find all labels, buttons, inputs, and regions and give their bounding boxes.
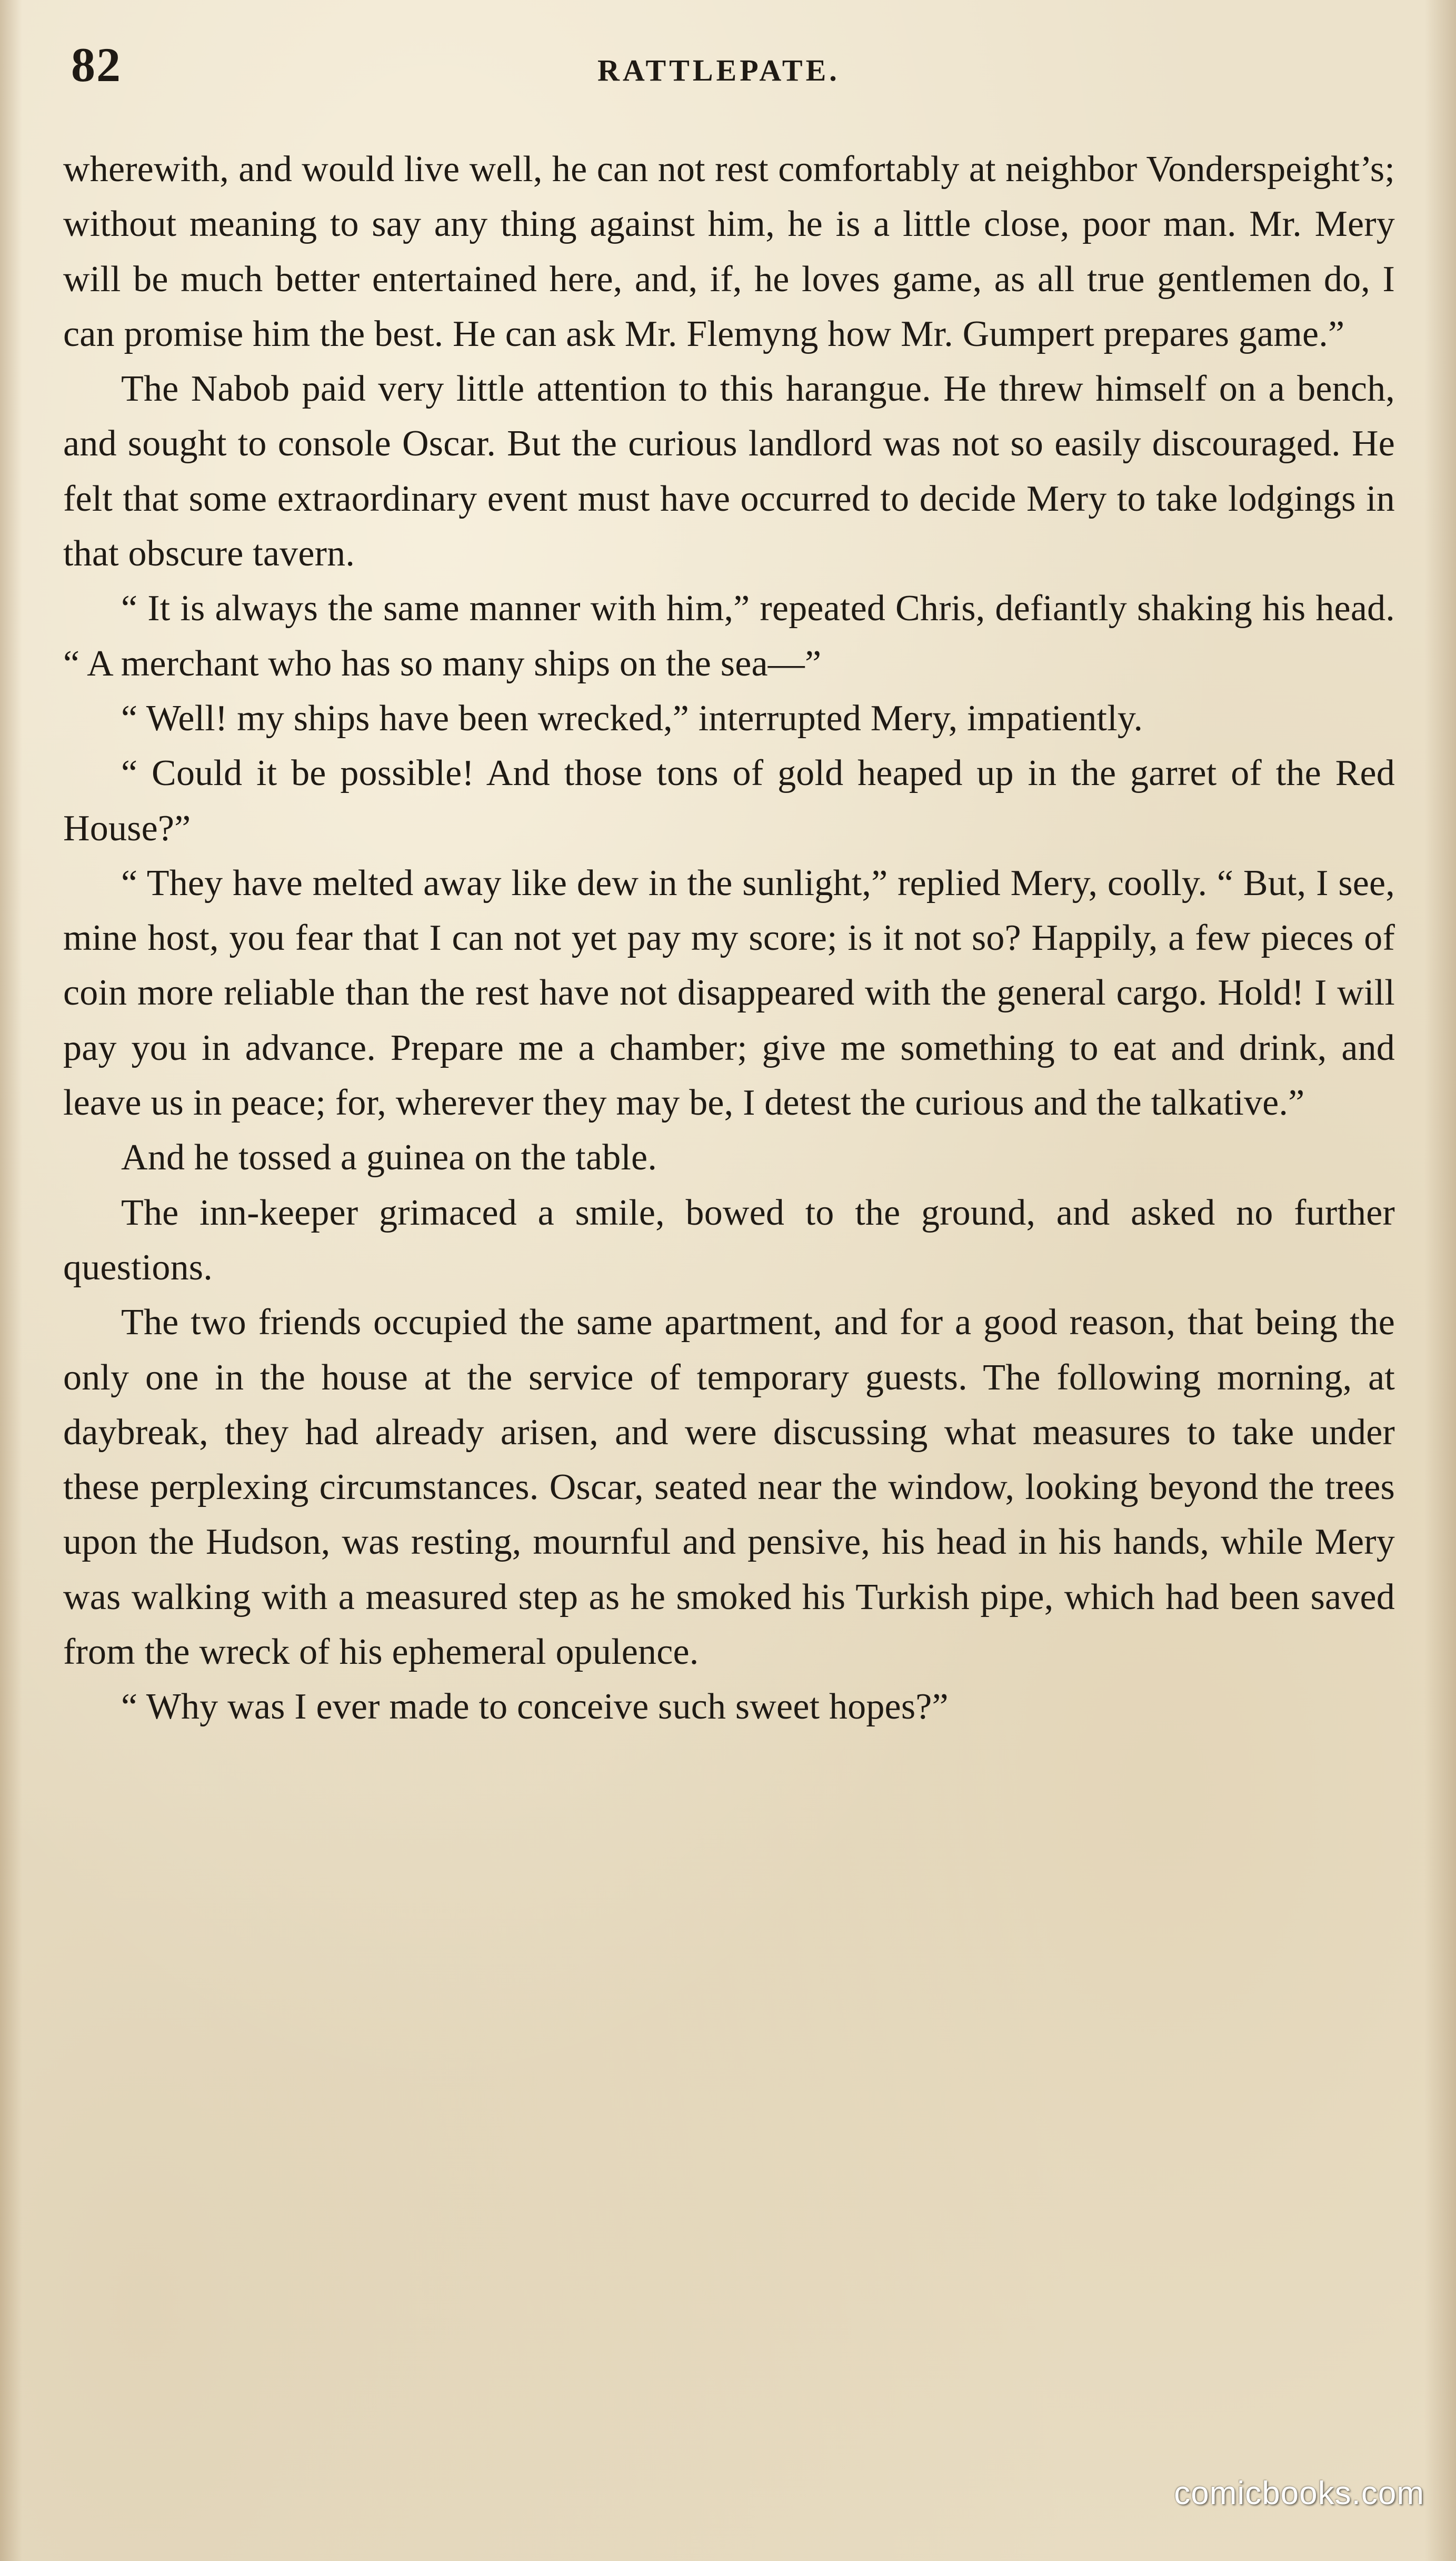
paragraph-5: “ Could it be possible! And those tons of gold heaped up in the garret of the Red House?”	[63, 753, 1395, 849]
watermark: comicbooks.com	[1174, 2475, 1424, 2512]
paragraph-10: “ Why was I ever made to conceive such sweet hopes?”	[121, 1686, 949, 1728]
paragraph-9: The two friends occupied the same apartment, and for a good reason, that being the only one in the house at the service of temporary guests. The following morning, at daybreak, they had already arisen, and were discussing what measures to take under these perplexing circumstances. Oscar, seated near the window, looking beyond the trees upon the Hudson, was resting, mournful and pensive, his head in his hands, while Mery was walking with a measured step as he smoked his Turkish pipe, which had been saved from the wreck of his ephemeral opulence.	[63, 1302, 1395, 1673]
page-header	[71, 32, 1398, 105]
paragraph-7: And he tossed a guinea on the table.	[121, 1137, 657, 1178]
page-edge-shadow-left	[0, 0, 22, 2561]
paragraph-6: “ They have melted away like dew in the sunlight,” replied Mery, coolly. “ But, I see, mine host, you fear that I can not yet pay my score; is it not so? Happily, a few pieces of coin more reliable than the rest have not disappeared with the general cargo. Hold! I will pay you in advance. Prepare me a chamber; give me something to eat and drink, and leave us in peace; for, wherever they may be, I detest the curious and the talkative.”	[63, 862, 1395, 1124]
paragraph-8: The inn-keeper grimaced a smile, bowed to the ground, and asked no further questions.	[63, 1192, 1395, 1288]
paragraph-3: “ It is always the same manner with him,” repeated Chris, defiantly shaking his head. “ A merchant who has so many ships on the sea—”	[63, 588, 1395, 684]
paragraph-4: “ Well! my ships have been wrecked,” interrupted Mery, impatiently.	[121, 698, 1143, 739]
paragraph-1: wherewith, and would live well, he can not rest comfortably at neighbor Vonderspeight’s; without meaning to say any thing against him, he is a little close, poor man. Mr. Mery will be much better entertained here, and, if, he loves game, as all true gentlemen do, I can promise him the best. He can ask Mr. Flemyng how Mr. Gumpert prepares game.”	[63, 149, 1395, 354]
paragraph-2: The Nabob paid very little attention to this harangue. He threw himself on a bench, and sought to console Oscar. But the curious landlord was not so easily discouraged. He felt that some extraordinary event must have occurred to decide Mery to take lodgings in that obscure tavern.	[63, 369, 1395, 574]
running-head: RATTLEPATE.	[597, 53, 840, 87]
body-text	[63, 142, 1395, 1735]
page-edge-shadow-right	[1424, 0, 1456, 2561]
page-number: 82	[71, 38, 122, 92]
